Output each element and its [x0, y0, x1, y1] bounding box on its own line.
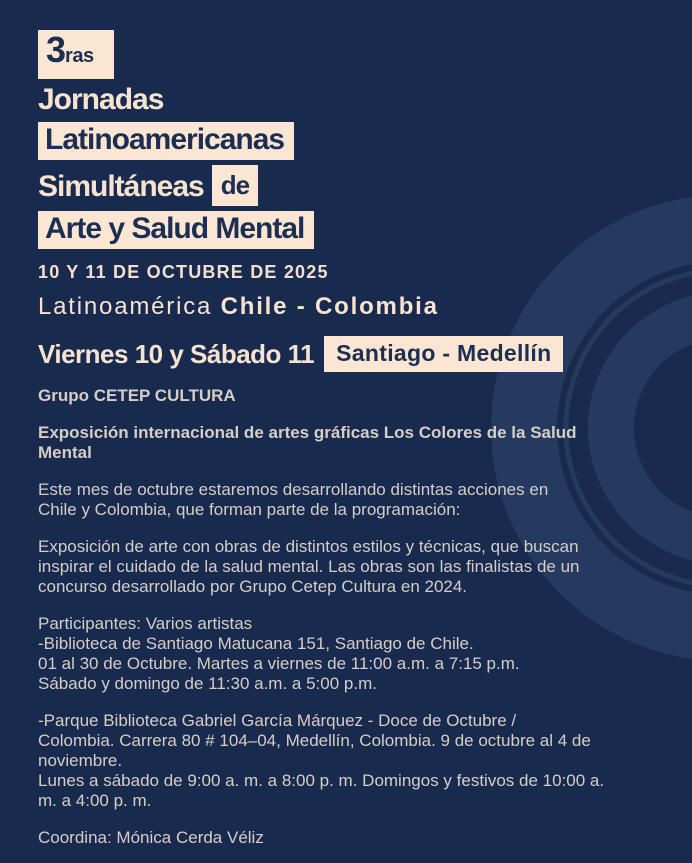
edition-number: 3: [46, 29, 66, 70]
text-line: inspirar el cuidado de la salud mental. Las obras son las finalistas de un: [38, 557, 580, 576]
edition-suffix: ras: [65, 45, 94, 67]
colombia-venue: [38, 711, 650, 811]
days-row: [38, 336, 650, 372]
participants-and-chile-venue: [38, 614, 650, 694]
region-line: [38, 292, 650, 322]
exposition-title: [38, 423, 650, 463]
text-line: 01 al 30 de Octubre. Martes a viernes de 11:00 a.m. a 7:15 p.m.: [38, 654, 520, 673]
text-line: m. a 4:00 p. m.: [38, 791, 152, 810]
text-line: -Biblioteca de Santiago Matucana 151, Santiago de Chile.: [38, 634, 474, 653]
exposition-description: [38, 537, 650, 597]
title-text-de: de: [212, 165, 258, 206]
text-line: concurso desarrollado por Grupo Cetep Cultura en 2024.: [38, 577, 468, 596]
region-latinoamerica: Latinoamérica: [38, 293, 213, 320]
title-line-latinoamericanas: [38, 122, 650, 160]
title-text-latinoamericanas: Latinoamericanas: [38, 122, 294, 160]
intro-paragraph: [38, 480, 650, 520]
main-title: [38, 83, 650, 249]
event-dates: 10 Y 11 DE OCTUBRE DE 2025: [38, 262, 329, 282]
text-line: Exposición de arte con obras de distintos estilos y técnicas, que buscan: [38, 537, 579, 556]
text-line: Participantes: Varios artistas: [38, 614, 253, 633]
title-text-arte-salud-mental: Arte y Salud Mental: [38, 211, 314, 249]
text-line: Colombia. Carrera 80 # 104–04, Medellín, Colombia. 9 de octubre al 4 de: [38, 731, 591, 750]
text-line: Mental: [38, 443, 92, 462]
coordinator-credit: Coordina: Mónica Cerda Véliz: [38, 828, 264, 847]
text-line: noviembre.: [38, 751, 123, 770]
cities-badge: Santiago - Medellín: [324, 336, 563, 372]
organizer-group: Grupo CETEP CULTURA: [38, 386, 236, 405]
text-line: Exposición internacional de artes gráficas Los Colores de la Salud: [38, 423, 577, 442]
title-line-jornadas: [38, 83, 650, 117]
title-text-simultaneas: Simultáneas: [38, 170, 204, 203]
title-text-jornadas: Jornadas: [38, 83, 164, 116]
event-days: Viernes 10 y Sábado 11: [38, 339, 315, 369]
text-line: Sábado y domingo de 11:30 a.m. a 5:00 p.m.: [38, 674, 377, 693]
text-line: -Parque Biblioteca Gabriel García Márquez - Doce de Octubre /: [38, 711, 517, 730]
text-line: Este mes de octubre estaremos desarrollando distintas acciones en: [38, 480, 549, 499]
text-line: Chile y Colombia, que forman parte de la programación:: [38, 500, 461, 519]
title-line-arte-salud-mental: [38, 211, 650, 249]
body-copy: [38, 386, 650, 848]
edition-badge: [38, 30, 114, 79]
title-line-simultaneas: [38, 165, 650, 206]
text-line: Lunes a sábado de 9:00 a. m. a 8:00 p. m. Domingos y festivos de 10:00 a.: [38, 771, 605, 790]
region-countries: Chile - Colombia: [220, 293, 439, 320]
